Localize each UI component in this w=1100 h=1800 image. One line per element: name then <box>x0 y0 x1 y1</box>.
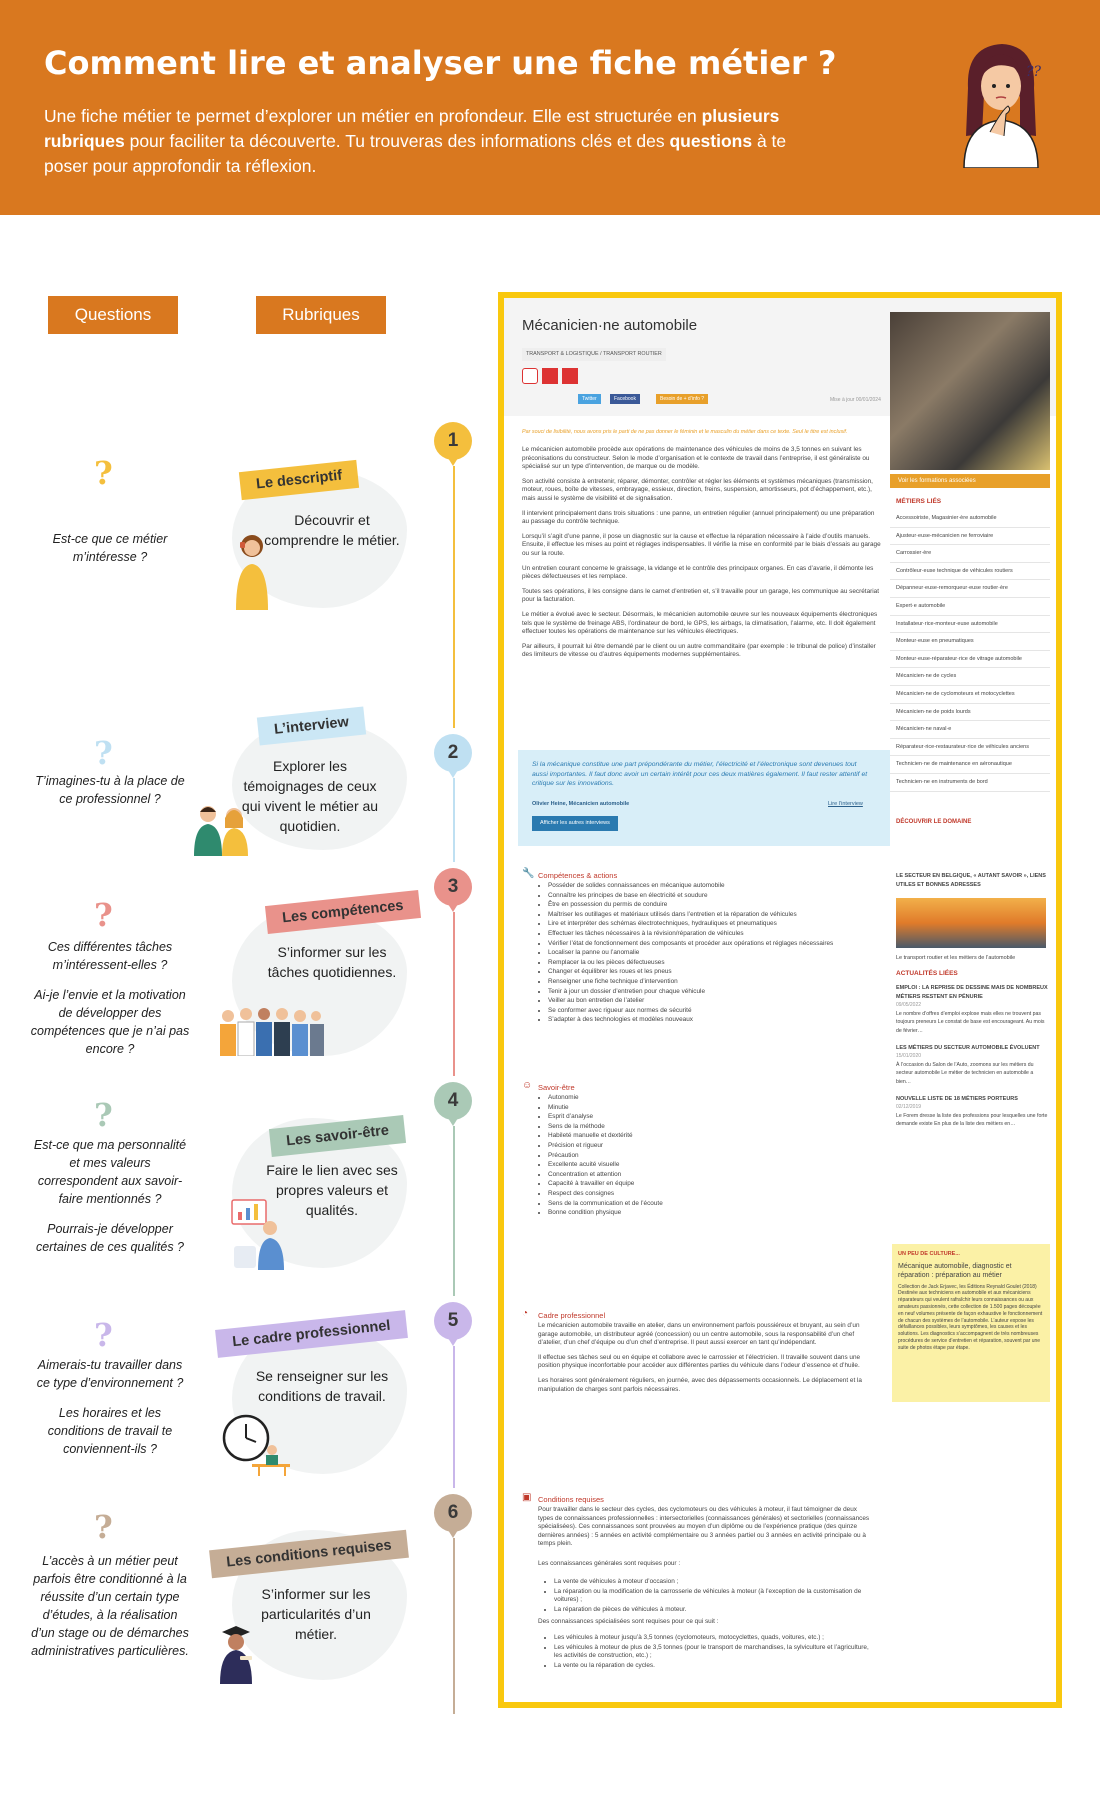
mock-culture-title: Mécanique automobile, diagnostic et réparation : préparation au métier <box>898 1262 1012 1279</box>
question-line: Est-ce que ce métier m’intéresse ? <box>52 532 168 564</box>
mock-updated: Mise à jour 00/01/2024 <box>830 397 881 403</box>
rubrique-description: Se renseigner sur les conditions de travail. <box>255 1368 389 1404</box>
mock-condition-item: • La vente de véhicules à moteur d’occasion ; <box>554 1578 874 1587</box>
mock-metier-lie[interactable]: Mécanicien·ne de cyclomoteurs et motocyclettes <box>890 686 1050 704</box>
question-line: L’accès à un métier peut parfois être conditionné à la réussite d’un certain type d’études, à la réalisation d’un stage ou de démarches administratives particulières. <box>31 1554 189 1658</box>
question-line: Aimerais-tu travailler dans ce type d’environnement ? <box>36 1358 184 1390</box>
mock-savoir-item: • Précision et rigueur <box>548 1142 838 1151</box>
mock-conditions-gen-list <box>544 1578 874 1615</box>
mock-badges <box>522 368 578 388</box>
mock-metier-lie[interactable]: Ajusteur·euse-mécanicien ne ferroviaire <box>890 528 1050 546</box>
mock-metier-lie[interactable]: Dépanneur·euse-remorqueur·euse routier·ère <box>890 580 1050 598</box>
question-mark-icon: ? <box>94 1096 113 1134</box>
mock-conditions-gen-label: Les connaissances générales sont requises pour : <box>538 1560 681 1567</box>
mock-paragraph: Lorsqu’il s’agit d’une panne, il pose un diagnostic sur la cause et effectue la réparation nécessaire à l’aide d’outils manuels. Ensuite, il effectue les mises au point et réglages indispensables. Il vérifie la mise en conformité par le biais d’essais au garage ou sur la route. <box>522 532 881 557</box>
mock-savoir-item: • Habileté manuelle et dextérité <box>548 1132 838 1141</box>
mock-cadre-title: Cadre professionnel <box>538 1311 606 1320</box>
mock-interview-link[interactable]: Lire l’interview <box>828 801 863 807</box>
timeline-segment <box>453 1126 455 1296</box>
question-text <box>30 530 190 578</box>
step-number-badge: 2 <box>434 734 472 772</box>
mock-savoir-item: • Excellente acuité visuelle <box>548 1161 838 1170</box>
mock-paragraph: Un entretien courant concerne le graissage, la vidange et le contrôle des principaux organes. En cas d’avarie, il démonte les pièces défectueuses et les remplace. <box>522 564 874 581</box>
mock-tag: TRANSPORT & LOGISTIQUE / TRANSPORT ROUTIER <box>522 348 666 361</box>
mock-paragraph: Par ailleurs, il pourrait lui être demandé par le client ou un autre commanditaire (par exemple : le tribunal de police) d’installer des limiteurs de vitesse ou d’autres équipements modernes supplémentaires. <box>522 642 876 659</box>
mock-badge-icon <box>562 368 578 384</box>
mock-title: Mécanicien·ne automobile <box>522 317 698 334</box>
mock-condition-item: • La réparation de pièces de véhicules à moteur. <box>554 1606 874 1615</box>
timeline-segment <box>453 778 455 862</box>
mock-culture-text: Collection de Jack Erjavec, les Éditions Reynald Goulet (2018) Destinée aux techniciens en automobile et aux mécaniciens réparateurs qui veulent rafraîchir leurs connaissances ou aux amateurs passionnés, cette collection de 1.500 pages découpée en neuf volumes présente de façon exhaustive le fonctionnement de chacun des systèmes de l’automobile. L’auteur expose les défaillances possibles, leurs symptômes, les causes et les solutions. Les diagnostics s’accompagnent de très nombreuses procédures de service d’entretien et réparation, souvent par une suite de photos étape par étape. <box>898 1283 1043 1351</box>
mock-interview-quote: Si la mécanique constitue une part prépondérante du métier, l’électricité et l’électronique sont devenues tout aussi importantes. Il faut donc avoir un certain intérêt pour ces deux matières également. Il faut rester attentif et critique sur les innovations. <box>532 761 868 787</box>
mock-share-button[interactable]: Facebook <box>610 394 640 404</box>
header-banner <box>0 0 1100 215</box>
mock-metier-lie[interactable]: Expert·e automobile <box>890 598 1050 616</box>
mock-secteur-title: LE SECTEUR EN BELGIQUE, « AUTANT SAVOIR », LIENS UTILES ET BONNES ADRESSES <box>896 873 1046 888</box>
mock-competence-item: • Vérifier l’état de fonctionnement des composants et procéder aux opérations et réglages nécessaires <box>548 940 878 949</box>
gauge-icon: ◔ <box>522 1308 529 1319</box>
clock-desk-illustration <box>222 1414 292 1476</box>
mock-actualite-date: 09/05/2022 <box>896 1002 922 1009</box>
mock-competence-item: • Veiller au bon entretien de l’atelier <box>548 997 878 1006</box>
mock-savoir-item: • Sens de la méthode <box>548 1123 838 1132</box>
mock-savoir-list <box>538 1094 838 1219</box>
question-text <box>30 1552 190 1672</box>
mock-cadre-paragraph: Le mécanicien automobile travaille en atelier, dans un environnement parfois poussiéreux et bruyant, au sein d’un garage automobile, un distributeur agréé (concession) ou un centre automobile, sous la responsabilité d’un chef d’atelier, d’un chef d’équipe ou d’un chef d’entreprise. Il peut aussi exercer en tant qu’indépendant. <box>538 1322 860 1347</box>
rubrique-description: S’informer sur les particularités d’un métier. <box>261 1586 371 1642</box>
mock-actualite-title: EMPLOI : LA REPRISE DE DESSINE MAIS DE NOMBREUX MÉTIERS RESTENT EN PÉNURIE <box>896 985 1048 1000</box>
question-text <box>30 1136 190 1268</box>
rubrique-ribbon: Les compétences <box>265 890 421 934</box>
mock-formations-button[interactable]: Voir les formations associées <box>890 474 1050 488</box>
mock-actualite[interactable] <box>896 984 1048 1036</box>
rubrique-description: Découvrir et comprendre le métier. <box>264 512 400 548</box>
intro-fragment: à te poser pour approfondir ta réflexion. <box>44 131 787 176</box>
mock-metier-lie[interactable]: Mécanicien·ne de poids lourds <box>890 704 1050 722</box>
graduate-illustration <box>216 1622 256 1684</box>
mock-page <box>504 298 1056 1702</box>
mock-metier-lie[interactable]: Monteur·euse-réparateur·rice de vitrage automobile <box>890 651 1050 669</box>
mock-metier-lie[interactable]: Accessoiriste, Magasinier·ère automobile <box>890 510 1050 528</box>
person-with-chart-illustration <box>230 1196 290 1270</box>
mock-cadre-paragraph: Les horaires sont généralement réguliers, en journée, avec des dépassements occasionnels. Le déplacement et la manipulation de charges sont parfois nécessaires. <box>538 1376 862 1393</box>
mock-actualites-list <box>896 984 1048 1137</box>
mock-metiers-lies-list <box>890 510 1050 792</box>
mock-condition-item: • Les véhicules à moteur jusqu’à 3,5 tonnes (cyclomoteurs, motocyclettes, quads, voitures, etc.) ; <box>554 1634 874 1643</box>
question-line: Les horaires et les conditions de travail te conviennent-ils ? <box>47 1406 173 1456</box>
smile-icon: ☺ <box>522 1080 533 1091</box>
rubrique-ribbon: Le cadre professionnel <box>215 1310 408 1358</box>
mock-savoir-item: • Sens de la communication et de l’écoute <box>548 1200 838 1209</box>
mock-competence-item: • Effectuer les tâches nécessaires à la révision/réparation de véhicules <box>548 930 878 939</box>
mock-competence-item: • S’adapter à des technologies et modèles nouveaux <box>548 1016 878 1025</box>
mock-notice: Par souci de lisibilité, nous avons pris le parti de ne pas donner le féminin et le masculin du métier dans ce texte. Seul le titre est inclusif. <box>522 429 848 435</box>
question-text <box>30 772 190 820</box>
mock-actualite-title: NOUVELLE LISTE DE 18 MÉTIERS PORTEURS <box>896 1095 1018 1102</box>
intro-fragment: pour faciliter ta découverte. Tu trouveras des informations clés et des <box>124 131 670 151</box>
timeline-segment <box>453 466 455 728</box>
mock-competence-item: • Renseigner une fiche technique d’intervention <box>548 978 878 987</box>
intro-fragment: Une fiche métier te permet d’explorer un métier en profondeur. Elle est structurée en <box>44 106 702 126</box>
mock-actualite-date: 02/12/2019 <box>896 1104 922 1111</box>
question-text <box>30 938 190 1070</box>
workers-group-illustration <box>216 1004 326 1056</box>
question-line: Est-ce que ma personnalité et mes valeurs correspondent aux savoir-faire mentionnés ? <box>33 1138 187 1206</box>
mock-secteur-caption: Le transport routier et les métiers de l’automobile <box>896 955 1016 961</box>
mock-condition-item: • La réparation ou la modification de la carrosserie de véhicules à moteur (à l’exception de la customisation de voitures) ; <box>554 1588 874 1605</box>
mock-conditions-title: Conditions requises <box>538 1495 604 1504</box>
mock-actualite[interactable] <box>896 1044 1048 1087</box>
mock-competence-item: • Maîtriser les outillages et matériaux utilisés dans l’entretien et la réparation de véhicules <box>548 911 878 920</box>
mock-interview-button[interactable]: Afficher les autres interviews <box>532 816 618 831</box>
rubrique-ribbon: Le descriptif <box>239 460 359 500</box>
mock-competence-item: • Tenir à jour un dossier d’entretien pour chaque véhicule <box>548 988 878 997</box>
step-number-badge: 3 <box>434 868 472 906</box>
mock-savoir-item: • Capacité à travailler en équipe <box>548 1180 838 1189</box>
mock-metier-lie[interactable]: Installateur·rice-monteur·euse automobile <box>890 616 1050 634</box>
question-line: Pourrais-je développer certaines de ces qualités ? <box>35 1222 184 1254</box>
mock-actualite-text: Le Forem dresse la liste des professions pour lesquelles une forte demande existe En plus de la liste des métiers en… <box>896 1112 1048 1128</box>
mock-descriptif <box>522 446 882 666</box>
intro-text <box>44 104 814 179</box>
mock-metier-lie[interactable]: Contrôleur·euse technique de véhicules routiers <box>890 563 1050 581</box>
mock-conditions-spec-list <box>544 1634 874 1671</box>
mock-paragraph: Le mécanicien automobile procède aux opérations de maintenance des véhicules de moins de 3,5 tonnes en suivant les préconisations du constructeur. Selon le mode d’organisation et le contexte de travail dans l’entreprise, il est généraliste ou spécialisé sur un type d’intervention, de marque ou de modèle. <box>522 446 870 471</box>
rubrique-description: Faire le lien avec ses propres valeurs et qualités. <box>266 1162 398 1218</box>
mock-metier-lie[interactable]: Mécanicien·ne naval·e <box>890 721 1050 739</box>
mock-competence-item: • Remplacer la ou les pièces défectueuses <box>548 959 878 968</box>
rubrique-ribbon: Les conditions requises <box>209 1530 409 1579</box>
mock-competence-item: • Connaître les principes de base en électricité et soudure <box>548 892 878 901</box>
wrench-icon: 🔧 <box>522 868 535 879</box>
question-line: Ai-je l’envie et la motivation de développer des compétences que je n’ai pas encore ? <box>30 988 190 1056</box>
mock-metier-lie[interactable]: Monteur·euse en pneumatiques <box>890 633 1050 651</box>
question-mark-icon: ? <box>94 1316 113 1354</box>
timeline-segment <box>453 1538 455 1714</box>
mock-metier-lie[interactable]: Technicien·ne de maintenance en aéronautique <box>890 756 1050 774</box>
mock-competence-item: • Localiser la panne ou l’anomalie <box>548 949 878 958</box>
mock-savoir-item: • Esprit d’analyse <box>548 1113 838 1122</box>
mock-savoir-item: • Précaution <box>548 1152 838 1161</box>
rubrique-ribbon: L’interview <box>257 706 366 745</box>
mock-actualite-text: À l’occasion du Salon de l’Auto, zoomons sur les métiers du secteur automobile Le métier de technicien en automobile a bien… <box>896 1061 1034 1085</box>
mock-paragraph: Le métier a évolué avec le secteur. Désormais, le mécanicien automobile œuvre sur les nouveaux équipements électroniques tels que le système de freinage ABS, l’ordinateur de bord, le GPS, les airbags, la climatisation, l’alarme, etc. Il doit également effectuer toutes les opérations de maintenance sur les véhicules électriques. <box>522 610 878 636</box>
mock-actualite[interactable] <box>896 1095 1048 1129</box>
question-mark-icon: ? <box>94 896 113 934</box>
mock-engine-photo <box>890 312 1050 470</box>
mock-share-button[interactable]: Twitter <box>578 394 601 404</box>
mock-metier-lie[interactable]: Carrossier·ère <box>890 545 1050 563</box>
mock-culture-label: UN PEU DE CULTURE... <box>898 1251 960 1257</box>
mock-condition-item: • La vente ou la réparation de cycles. <box>554 1662 874 1671</box>
mock-culture-box <box>892 1244 1050 1402</box>
thinking-girl-illustration <box>950 36 1050 168</box>
mock-savoir-item: • Autonomie <box>548 1094 838 1103</box>
mock-paragraph: Il intervient principalement dans trois situations : une panne, un entretien régulier (annuel principalement) ou une préparation au passage du contrôle technique. <box>522 509 875 526</box>
step-number-badge: 5 <box>434 1302 472 1340</box>
page-title: Comment lire et analyser une fiche métier ? <box>44 44 837 82</box>
fiche-metier-screenshot <box>498 292 1062 1708</box>
mock-metier-lie[interactable]: Technicien·ne en instruments de bord <box>890 774 1050 792</box>
rubrique-description: Explorer les témoignages de ceux qui vivent le métier au quotidien. <box>241 758 379 834</box>
step-number-badge: 4 <box>434 1082 472 1120</box>
two-people-illustration <box>192 800 252 856</box>
mock-conditions-intro: Pour travailler dans le secteur des cycles, des cyclomoteurs ou des véhicules à moteur, il faut témoigner de deux types de connaissances professionnelles : intersectorielles (connaissances générales) et sectorielles (connaissances spécialisées). Ces connaissances sont prouvées au moyen d’un diplôme ou de l’expérience pratique (des quinze dernières années) : 5 années en activité complémentaire ou 3 années partiel ou 3 années en activité principale ou à temps plein. <box>538 1506 870 1548</box>
svg-text:??: ?? <box>1026 64 1042 80</box>
mock-cadre-paragraph: Il effectue ses tâches seul ou en équipe et collabore avec le carrossier et l’électricien. Il travaille souvent dans une position physique inconfortable pour accéder aux différentes parties du véhicule dans l’odeur d’essence et d’huile. <box>538 1353 861 1370</box>
mock-savoir-item: • Bonne condition physique <box>548 1209 838 1218</box>
mock-condition-item: • Les véhicules à moteur de plus de 3,5 tonnes (pour le transport de marchandises, la sylviculture et l’agriculture, les activités de construction, etc.) ; <box>554 1644 874 1661</box>
mock-paragraph: Toutes ses opérations, il les consigne dans le carnet d’entretien et, s’il travaille pour un garage, les communique au secrétariat pour la facturation. <box>522 587 880 604</box>
question-line: T’imagines-tu à la place de ce professionnel ? <box>35 774 185 806</box>
mock-competences-list <box>538 882 878 1026</box>
questions-column-header: Questions <box>48 296 178 334</box>
mock-metier-lie[interactable]: Mécanicien·ne de cycles <box>890 668 1050 686</box>
mock-competences-title: Compétences & actions <box>538 871 618 880</box>
question-line: Ces différentes tâches m’intéressent-elles ? <box>47 940 173 972</box>
mock-badge-icon <box>542 368 558 384</box>
mock-savoir-item: • Minutie <box>548 1104 838 1113</box>
step-number-badge: 1 <box>434 422 472 460</box>
mock-actualites-title: ACTUALITÉS LIÉES <box>896 970 958 977</box>
mock-truck-photo <box>896 898 1046 948</box>
mock-actualite-text: Le nombre d’offres d’emploi explose mais elles ne trouvent pas toujours preneurs Le constat de base est encourageant. Au mois de février… <box>896 1010 1045 1034</box>
timeline-segment <box>453 1346 455 1488</box>
mock-conditions-spec-label: Des connaissances spécialisées sont requises pour ce qui suit : <box>538 1618 719 1625</box>
rubriques-column-header: Rubriques <box>256 296 386 334</box>
mock-decouvrir[interactable]: DÉCOUVRIR LE DOMAINE <box>896 819 972 825</box>
question-mark-icon: ? <box>94 734 113 772</box>
mock-cadre-text <box>538 1322 874 1400</box>
mock-savoir-title: Savoir-être <box>538 1083 575 1092</box>
mock-share-button[interactable]: Besoin de + d’info ? <box>656 394 708 404</box>
mock-metier-lie[interactable]: Réparateur·rice-restaurateur·rice de véhicules anciens <box>890 739 1050 757</box>
question-mark-icon: ? <box>94 454 113 492</box>
mock-actualite-date: 15/01/2020 <box>896 1053 922 1060</box>
id-card-icon: ▣ <box>522 1492 532 1503</box>
mock-competence-item: • Lire et interpréter des schémas électrotechniques, hydrauliques et pneumatiques <box>548 920 878 929</box>
mock-savoir-item: • Concentration et attention <box>548 1171 838 1180</box>
mock-paragraph: Son activité consiste à entretenir, réparer, démonter, contrôler et régler les éléments et systèmes mécaniques (transmission, moteur, roues, boîte de vitesses, embrayage, essieux, direction, freins, suspension, amortisseurs, pot d’échappement, etc.), mais aussi le système de visibilité et de signalisation. <box>522 477 873 502</box>
mock-interview-author: Olivier Heine, Mécanicien automobile <box>532 801 630 807</box>
mock-competence-item: • Posséder de solides connaissances en mécanique automobile <box>548 882 878 891</box>
intro-emphasis: plusieurs rubriques <box>44 106 780 151</box>
speaking-woman-illustration <box>232 532 272 610</box>
rubrique-ribbon: Les savoir-être <box>269 1115 406 1157</box>
mock-competence-item: • Être en possession du permis de conduire <box>548 901 878 910</box>
mock-competence-item: • Changer et équilibrer les roues et les pneus <box>548 968 878 977</box>
rubrique-description: S’informer sur les tâches quotidiennes. <box>267 944 397 980</box>
question-text <box>30 1356 190 1470</box>
mock-competence-item: • Se conformer avec rigueur aux normes de sécurité <box>548 1007 878 1016</box>
question-mark-icon: ? <box>94 1508 113 1546</box>
timeline-segment <box>453 912 455 1076</box>
mock-actualite-title: LES MÉTIERS DU SECTEUR AUTOMOBILE ÉVOLUENT <box>896 1044 1040 1051</box>
intro-emphasis: questions <box>669 131 753 151</box>
mock-savoir-item: • Respect des consignes <box>548 1190 838 1199</box>
mock-interview-box <box>518 750 890 846</box>
mock-metiers-lies-title: MÉTIERS LIÉS <box>896 498 942 505</box>
mock-badge-icon <box>522 368 538 384</box>
step-number-badge: 6 <box>434 1494 472 1532</box>
